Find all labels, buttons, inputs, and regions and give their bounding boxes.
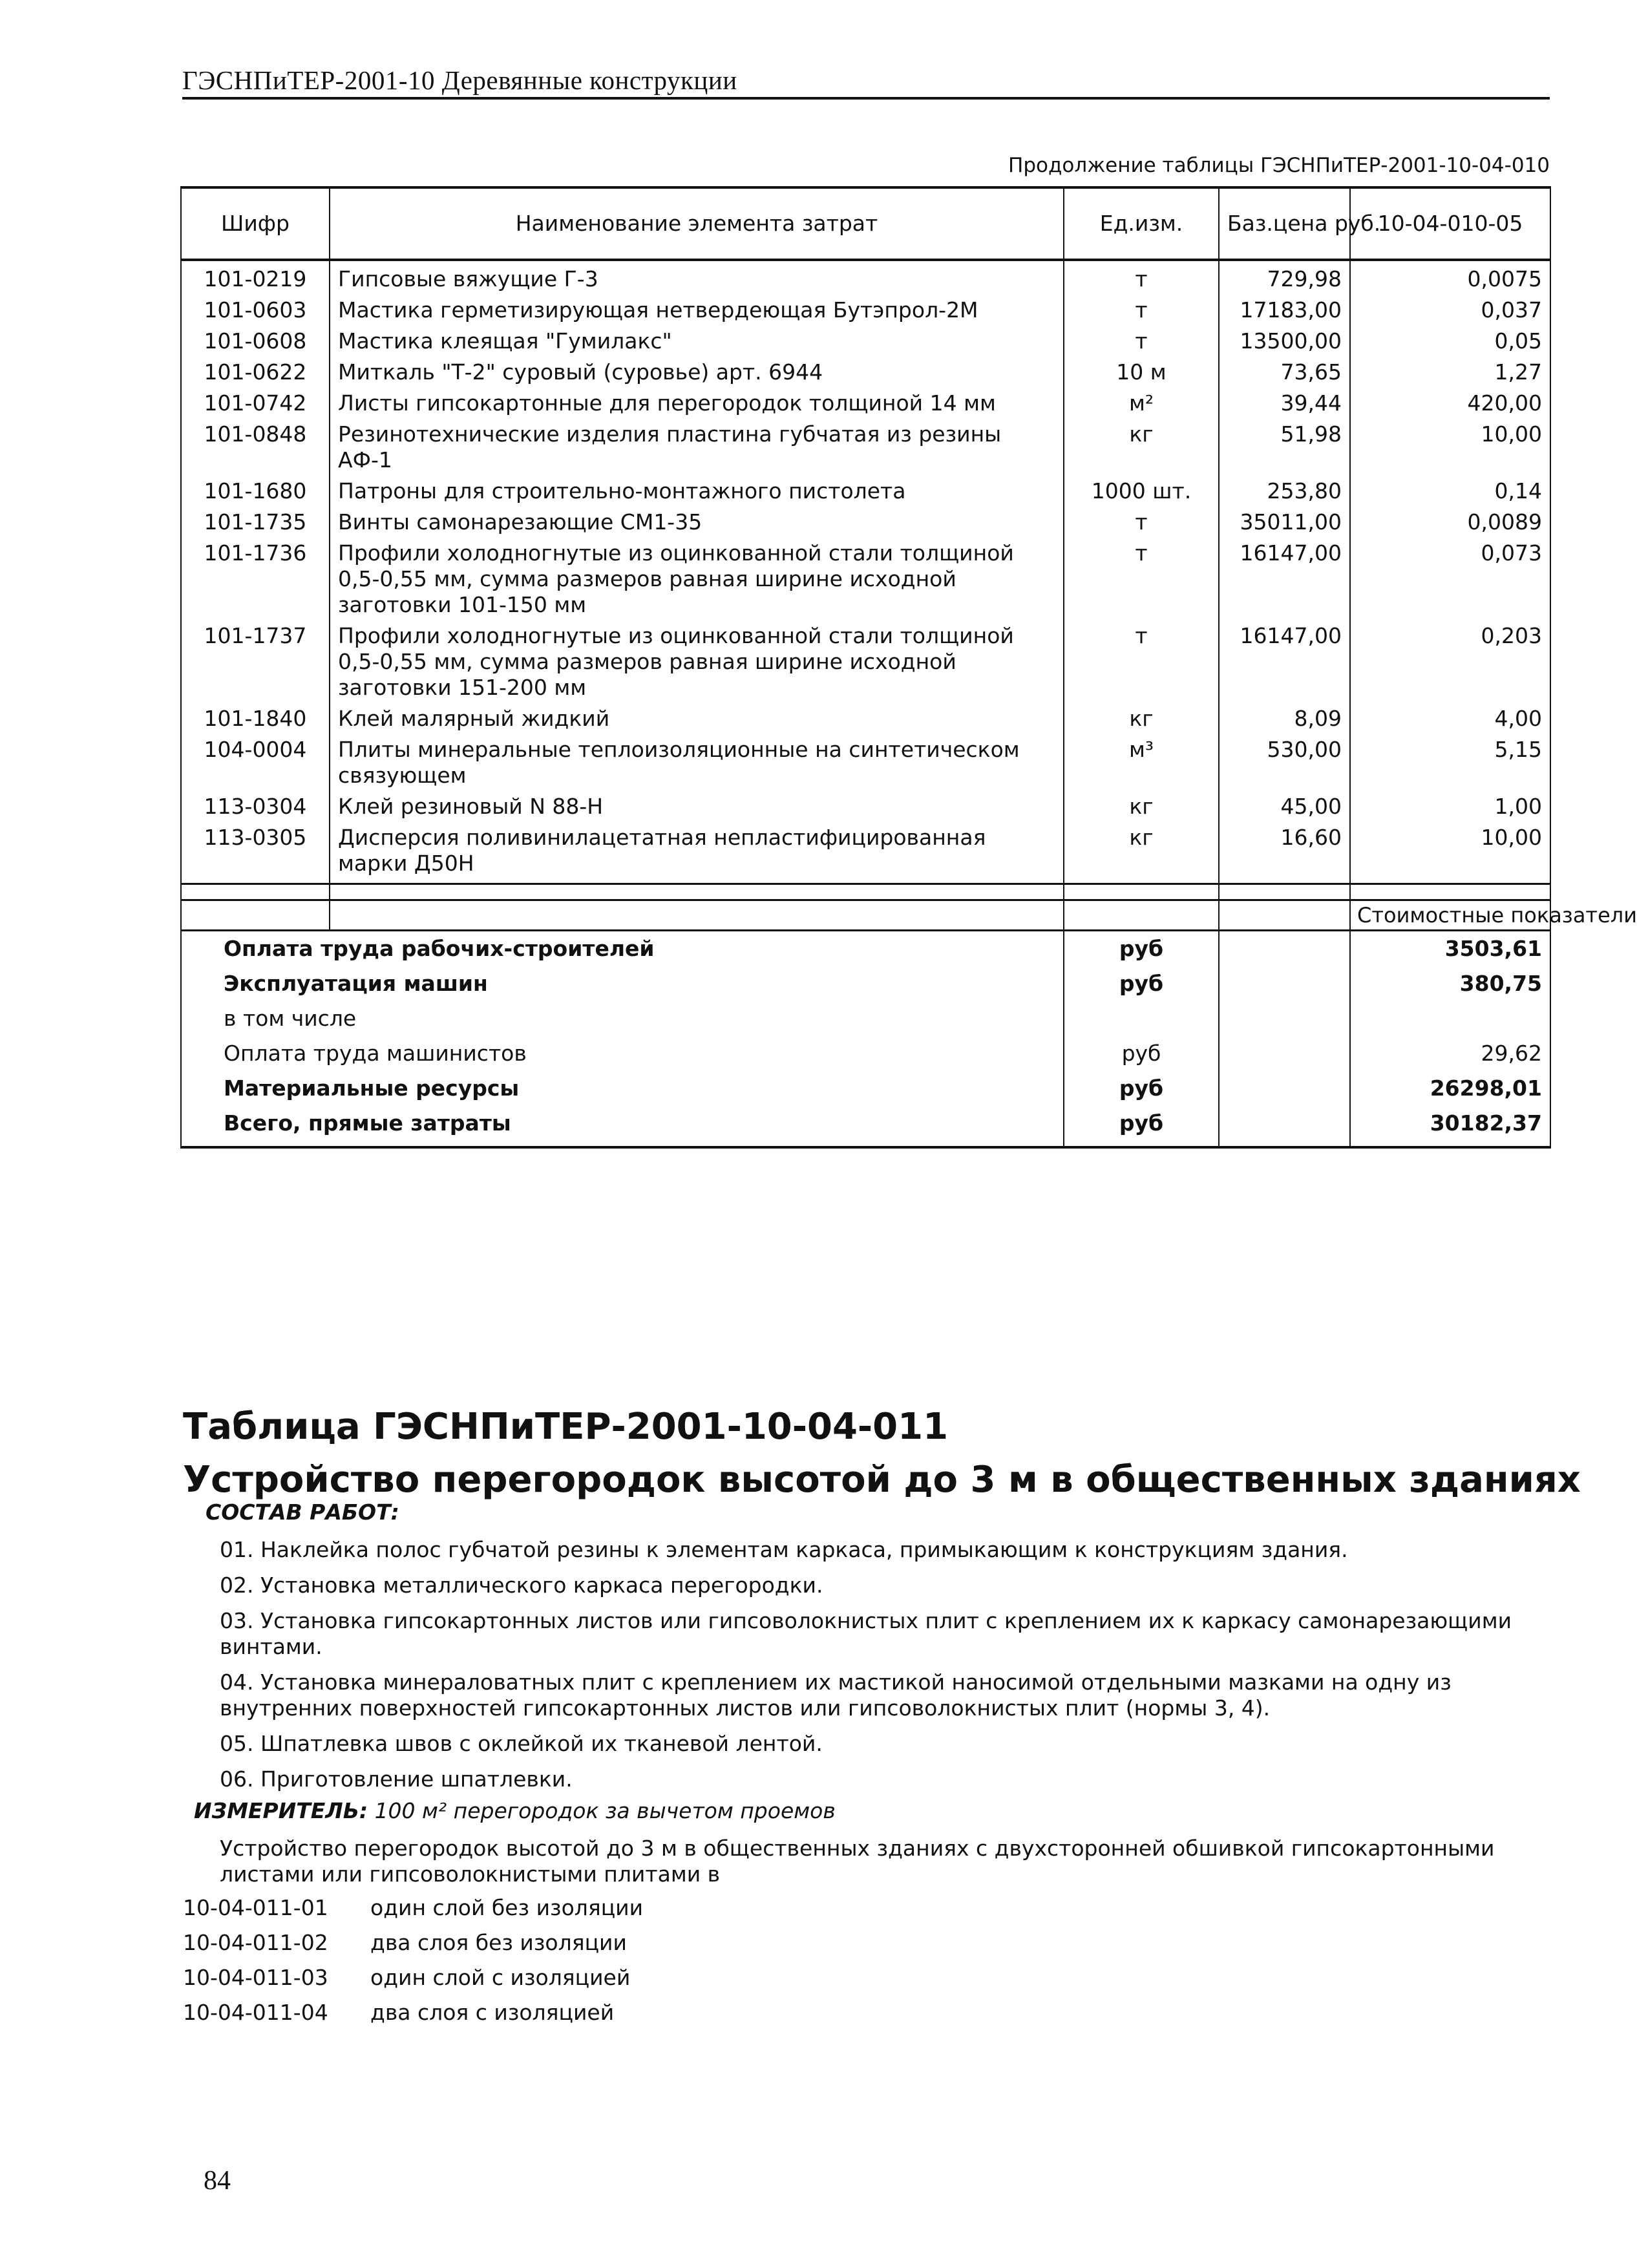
work-item: 02. Установка металлического каркаса перегородки. bbox=[220, 1573, 823, 1598]
works-heading: СОСТАВ РАБОТ: bbox=[206, 1500, 399, 1525]
table-header-row bbox=[181, 187, 1550, 260]
norm-code-text: один слой без изоляции bbox=[370, 1895, 644, 1920]
norm-code-item bbox=[183, 1895, 643, 1930]
row-name: Профили холодногнутые из оцинкованной стали толщиной 0,5-0,55 мм, сумма размеров равная ширине исходной заготовки 101-150 мм bbox=[330, 535, 1064, 618]
work-item: 05. Шпатлевка швов с оклейкой их тканевой лентой. bbox=[220, 1731, 823, 1756]
header-unit: Ед.изм. bbox=[1064, 187, 1219, 260]
row-norm: 420,00 bbox=[1350, 385, 1550, 416]
table-row bbox=[181, 354, 1550, 385]
row-name: Плиты минеральные теплоизоляционные на синтетическом связующем bbox=[330, 732, 1064, 789]
totals-row bbox=[181, 966, 1550, 1001]
row-price: 16147,00 bbox=[1219, 535, 1350, 618]
norm-code: 10-04-011-04 bbox=[183, 2000, 328, 2025]
row-unit: м³ bbox=[1064, 732, 1219, 789]
norm-code: 10-04-011-02 bbox=[183, 1930, 328, 1955]
row-name: Клей малярный жидкий bbox=[330, 701, 1064, 732]
row-code: 113-0305 bbox=[181, 820, 330, 884]
next-table-subtitle: Устройство перегородок высотой до 3 м в общественных зданиях bbox=[183, 1459, 1581, 1501]
row-name: Клей резиновый N 88-Н bbox=[330, 789, 1064, 820]
row-norm: 0,0089 bbox=[1350, 504, 1550, 535]
table-row bbox=[181, 385, 1550, 416]
table-row bbox=[181, 535, 1550, 618]
header-name: Наименование элемента затрат bbox=[330, 187, 1064, 260]
works-list bbox=[220, 1537, 1525, 1802]
totals-value: 30182,37 bbox=[1350, 1106, 1550, 1147]
row-unit: т bbox=[1064, 260, 1219, 292]
totals-value: 3503,61 bbox=[1350, 931, 1550, 967]
row-code: 101-1737 bbox=[181, 618, 330, 701]
totals-table-body bbox=[181, 884, 1637, 1148]
work-item: 06. Приготовление шпатлевки. bbox=[220, 1766, 573, 1792]
header-price: Баз.цена руб. bbox=[1219, 187, 1350, 260]
totals-label: Оплата труда машинистов bbox=[181, 1036, 1064, 1071]
header-norm: 10-04-010-05 bbox=[1350, 187, 1550, 260]
table-row bbox=[181, 323, 1550, 354]
totals-unit: руб bbox=[1064, 1071, 1219, 1106]
work-item: 03. Установка гипсокартонных листов или гипсоволокнистых плит с креплением их к каркасу самонарезающими винтами. bbox=[220, 1608, 1512, 1659]
totals-value: 380,75 bbox=[1350, 966, 1550, 1001]
running-header: ГЭСНПиТЕР-2001-10 Деревянные конструкции bbox=[182, 65, 737, 95]
page-number: 84 bbox=[204, 2166, 231, 2196]
norm-code-text: два слоя без изоляции bbox=[370, 1930, 627, 1955]
row-unit: т bbox=[1064, 292, 1219, 323]
row-name: Мастика клеящая "Гумилакс" bbox=[330, 323, 1064, 354]
row-code: 101-1735 bbox=[181, 504, 330, 535]
row-code: 101-1680 bbox=[181, 473, 330, 504]
row-price: 530,00 bbox=[1219, 732, 1350, 789]
row-price: 13500,00 bbox=[1219, 323, 1350, 354]
table-row bbox=[181, 292, 1550, 323]
table-row bbox=[181, 732, 1550, 789]
table-row bbox=[181, 701, 1550, 732]
row-code: 101-0608 bbox=[181, 323, 330, 354]
row-unit: т bbox=[1064, 323, 1219, 354]
row-norm: 1,00 bbox=[1350, 789, 1550, 820]
row-price: 73,65 bbox=[1219, 354, 1350, 385]
row-unit: кг bbox=[1064, 789, 1219, 820]
totals-row bbox=[181, 1106, 1550, 1147]
totals-value: 29,62 bbox=[1350, 1036, 1550, 1071]
totals-label: Всего, прямые затраты bbox=[181, 1106, 1064, 1147]
row-norm: 0,05 bbox=[1350, 323, 1550, 354]
row-name: Листы гипсокартонные для перегородок толщиной 14 мм bbox=[330, 385, 1064, 416]
totals-empty-cell bbox=[1219, 1106, 1350, 1147]
row-name: Профили холодногнутые из оцинкованной стали толщиной 0,5-0,55 мм, сумма размеров равная ширине исходной заготовки 151-200 мм bbox=[330, 618, 1064, 701]
row-norm: 1,27 bbox=[1350, 354, 1550, 385]
row-norm: 0,14 bbox=[1350, 473, 1550, 504]
row-name: Патроны для строительно-монтажного пистолета bbox=[330, 473, 1064, 504]
row-norm: 0,037 bbox=[1350, 292, 1550, 323]
totals-row bbox=[181, 1036, 1550, 1071]
norms-intro: Устройство перегородок высотой до 3 м в общественных зданиях с двухсторонней обшивкой гипсокартонными листами или гипсоволокнистыми плитами в bbox=[220, 1836, 1495, 1887]
row-code: 101-0219 bbox=[181, 260, 330, 292]
norm-code: 10-04-011-01 bbox=[183, 1895, 328, 1920]
row-code: 104-0004 bbox=[181, 732, 330, 789]
totals-row bbox=[181, 1001, 1550, 1036]
row-price: 16147,00 bbox=[1219, 618, 1350, 701]
meter-label: ИЗМЕРИТЕЛЬ: bbox=[194, 1798, 368, 1823]
norm-code-item bbox=[183, 1965, 643, 2000]
row-name: Мастика герметизирующая нетвердеющая Бутэпрол-2М bbox=[330, 292, 1064, 323]
table-row bbox=[181, 820, 1550, 884]
row-name: Дисперсия поливинилацетатная непластифицированная марки Д50Н bbox=[330, 820, 1064, 884]
totals-unit: руб bbox=[1064, 966, 1219, 1001]
row-price: 35011,00 bbox=[1219, 504, 1350, 535]
continuation-caption: Продолжение таблицы ГЭСНПиТЕР-2001-10-04-010 bbox=[1008, 154, 1550, 177]
totals-label: Материальные ресурсы bbox=[181, 1071, 1064, 1106]
totals-row bbox=[181, 1071, 1550, 1106]
table-row bbox=[181, 416, 1550, 473]
row-price: 17183,00 bbox=[1219, 292, 1350, 323]
totals-empty-cell bbox=[1219, 966, 1350, 1001]
row-code: 101-0848 bbox=[181, 416, 330, 473]
norm-code-text: один слой с изоляцией bbox=[370, 1965, 631, 1990]
row-code: 101-0622 bbox=[181, 354, 330, 385]
norm-code-item bbox=[183, 1930, 643, 1965]
row-price: 39,44 bbox=[1219, 385, 1350, 416]
totals-label: Эксплуатация машин bbox=[181, 966, 1064, 1001]
header-rule bbox=[182, 97, 1550, 100]
row-price: 729,98 bbox=[1219, 260, 1350, 292]
row-norm: 5,15 bbox=[1350, 732, 1550, 789]
totals-unit: руб bbox=[1064, 1106, 1219, 1147]
next-table-title: Таблица ГЭСНПиТЕР-2001-10-04-011 bbox=[183, 1406, 949, 1448]
totals-value: 26298,01 bbox=[1350, 1071, 1550, 1106]
row-price: 51,98 bbox=[1219, 416, 1350, 473]
resources-table-body bbox=[181, 260, 1550, 884]
row-norm: 10,00 bbox=[1350, 416, 1550, 473]
row-unit: 10 м bbox=[1064, 354, 1219, 385]
totals-empty-cell bbox=[1219, 931, 1350, 967]
table-row bbox=[181, 473, 1550, 504]
table-row bbox=[181, 618, 1550, 701]
row-unit: м² bbox=[1064, 385, 1219, 416]
row-price: 8,09 bbox=[1219, 701, 1350, 732]
resources-table bbox=[180, 186, 1637, 1149]
indicators-header: Стоимостные показатели bbox=[1350, 900, 1550, 931]
row-unit: 1000 шт. bbox=[1064, 473, 1219, 504]
row-price: 253,80 bbox=[1219, 473, 1350, 504]
row-norm: 10,00 bbox=[1350, 820, 1550, 884]
row-unit: т bbox=[1064, 618, 1219, 701]
totals-empty-cell bbox=[1219, 1001, 1350, 1036]
row-name: Миткаль "Т-2" суровый (суровье) арт. 6944 bbox=[330, 354, 1064, 385]
totals-label: Оплата труда рабочих-строителей bbox=[181, 931, 1064, 967]
row-unit: т bbox=[1064, 535, 1219, 618]
row-norm: 4,00 bbox=[1350, 701, 1550, 732]
row-norm: 0,0075 bbox=[1350, 260, 1550, 292]
row-unit: кг bbox=[1064, 701, 1219, 732]
totals-empty-cell bbox=[1219, 1071, 1350, 1106]
row-code: 101-0603 bbox=[181, 292, 330, 323]
totals-value bbox=[1350, 1001, 1550, 1036]
totals-empty-cell bbox=[1219, 1036, 1350, 1071]
norm-codes-list bbox=[183, 1895, 643, 2035]
row-code: 101-1840 bbox=[181, 701, 330, 732]
meter-value: 100 м² перегородок за вычетом проемов bbox=[374, 1798, 836, 1823]
totals-row bbox=[181, 931, 1550, 967]
work-item: 04. Установка минераловатных плит с креплением их мастикой наносимой отдельными мазками на одну из внутренних поверхностей гипсокартонных листов или гипсоволокнистых плит (нормы 3, 4). bbox=[220, 1669, 1452, 1721]
norm-code: 10-04-011-03 bbox=[183, 1965, 328, 1990]
work-item: 01. Наклейка полос губчатой резины к элементам каркаса, примыкающим к конструкциям здания. bbox=[220, 1537, 1348, 1562]
row-unit: кг bbox=[1064, 820, 1219, 884]
row-norm: 0,203 bbox=[1350, 618, 1550, 701]
row-name: Винты самонарезающие СМ1-35 bbox=[330, 504, 1064, 535]
table-gap-row bbox=[181, 884, 1550, 900]
row-unit: кг bbox=[1064, 416, 1219, 473]
row-code: 113-0304 bbox=[181, 789, 330, 820]
table-row bbox=[181, 504, 1550, 535]
meter-line bbox=[194, 1798, 836, 1824]
header-code: Шифр bbox=[181, 187, 330, 260]
row-name: Резинотехнические изделия пластина губчатая из резины АФ-1 bbox=[330, 416, 1064, 473]
row-norm: 0,073 bbox=[1350, 535, 1550, 618]
norm-code-item bbox=[183, 2000, 643, 2035]
row-code: 101-0742 bbox=[181, 385, 330, 416]
row-price: 45,00 bbox=[1219, 789, 1350, 820]
norm-code-text: два слоя с изоляцией bbox=[370, 2000, 615, 2025]
row-code: 101-1736 bbox=[181, 535, 330, 618]
indicators-header-row bbox=[181, 900, 1550, 931]
totals-label: в том числе bbox=[181, 1001, 1064, 1036]
row-price: 16,60 bbox=[1219, 820, 1350, 884]
table-row bbox=[181, 260, 1550, 292]
totals-unit bbox=[1064, 1001, 1219, 1036]
totals-unit: руб bbox=[1064, 1036, 1219, 1071]
row-name: Гипсовые вяжущие Г-3 bbox=[330, 260, 1064, 292]
totals-unit: руб bbox=[1064, 931, 1219, 967]
table-row bbox=[181, 789, 1550, 820]
row-unit: т bbox=[1064, 504, 1219, 535]
